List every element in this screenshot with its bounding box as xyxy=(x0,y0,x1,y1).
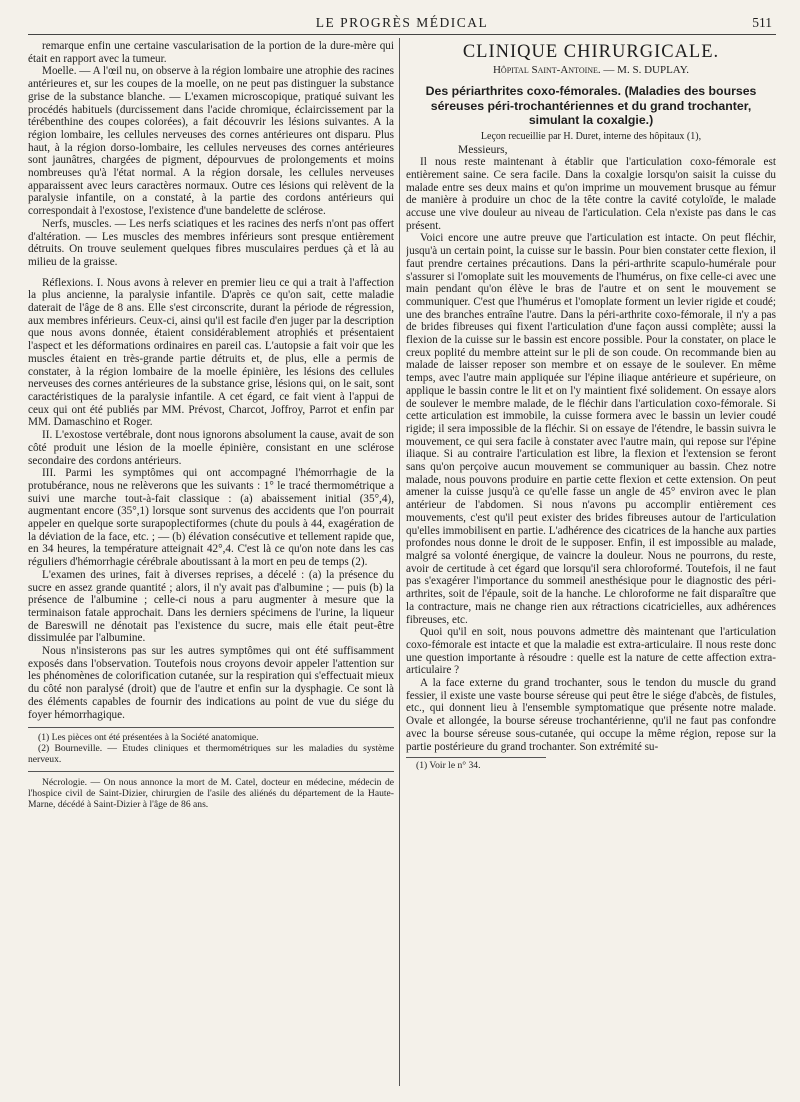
paragraph: Quoi qu'il en soit, nous pouvons admettre dès maintenant que l'articulation coxo-fémorale est intacte et que la maladie est extra-articulaire. Il nous reste donc une question importante à résoudre : quelle est la nature de cette affection extra-articulaire ? xyxy=(406,626,776,677)
paragraph: remarque enfin une certaine vascularisation de la portion de la dure-mère qui était en rapport avec la tumeur. xyxy=(28,40,394,65)
paragraph: Voici encore une autre preuve que l'articulation est intacte. On peut fléchir, jusqu'à un certain point, la cuisse sur le bassin. Pour bien constater cette flexion, il faut prendre certaines précautions. Dans la péri-arthrite scapulo-humérale pour s'assurer si l'omoplate suit les mouvements de l'humérus, on fixe celle-ci avec une main pendant qu'on élève le bras de l'autre et on sent le mouvement se communiquer. C'est que l'humérus et l'omoplate forment un levier rigide et coudé; une des branches entraîne l'autre. Dans la péri-arthrite coxo-fémorale, il n'y a pas de brides fibreuses qui fixent l'articulation d'une façon aussi complète; aussi la flexion de la cuisse sur le bassin est encore possible. Pour la constater, on place le creux poplité du membre atteint sur le pli de son coude. On recommande bien au malade de laisser reposer son membre et on essaye de le soulever. En même temps, avec l'autre main appliquée sur l'épine iliaque antérieure et supérieure, on applique le bassin contre le lit et on l'y maintient fixé solidement. On essaye alors de soulever le membre malade, de le fléchir dans l'articulation coxo-fémorale. Si cette articulation est immobile, la cuisse formera avec le bassin un levier coudé rigide; il sera impossible de la fléchir. Si on essaye de l'étendre, le bassin suivra le mouvement, ce qui sera facile à constater avec l'autre main, qui repose sur l'épine iliaque. Si au contraire l'articulation est libre, la flexion et l'extension se feront sans qu'on perçoive aucun mouvement se communiquer au bassin. Chez notre malade, nous pouvons produire en partie cette flexion et cette extension. On peut amener la cuisse jusqu'à ce qu'elle fasse un angle de 45° environ avec le plan antérieur de l'abdomen. Si nous n'avons pu accomplir entièrement ces mouvements, c'est qu'il peut exister des brides fibreuses autour de l'articulation qu'elles immobilisent en partie. L'adhérence des cicatrices de la hanche aux parties profondes nous donne le droit de le supposer. Enfin, il est impossible au malade, malgré sa volonté énergique, de vaincre la douleur. Nous ne pourrons, du reste, avoir de certitude à cet égard que lorsqu'il sera chloroformé. Toutefois, il ne faut pas s'exagérer l'importance du sommeil anesthésique pour le diagnostic des péri-arthrites, soit de l'épaule, soit de la hanche. Le chloroforme ne fait disparaître que la contracture, mais ne change rien aux rétractions cicatricielles, aux adhérences fibreuses, etc. xyxy=(406,232,776,626)
necrologie-text: Nécrologie. — On nous annonce la mort de M. Catel, docteur en médecine, médecin de l'hospice civil de Saint-Dizier, chirurgien de l'asile des aliénés du département de la Haute-Marne, décédé à Saint-Dizier à l'âge de 86 ans. xyxy=(28,777,394,811)
paragraph: Moelle. — A l'œil nu, on observe à la région lombaire une atrophie des racines antérieures et, sur les coupes de la moelle, on ne peut pas distinguer la substance grise de la substance blanche. — L'examen microscopique, pratiqué suivant les procédés habituels (durcissement dans l'acide chromique, éclaircissement par la térébenthine des coupes colorées), a fait découvrir les lésions suivantes. A la région lombaire, les cellules nerveuses des cornes antérieures ont disparu. Plus haut, à la région dorso-lombaire, les cellules nerveuses des cornes antérieures sont jaunâtres, chargées de pigment, dépourvues de prolongements et moins nombreuses qu'à l'état normal. A la région dorsale, les cellules nerveuses apparaissent avec leurs caractères normaux. Outre ces lésions qui relèvent de la paralysie infantile, on a constaté, à la partie des cordons antérieurs qui correspondait à l'exostose, l'existence d'une bandelette de sclérose. xyxy=(28,65,394,218)
paragraph: A la face externe du grand trochanter, sous le tendon du muscle du grand fessier, il existe une vaste bourse séreuse qui peut être le siége d'abcès, de fistules, etc., qui donnent lieu à l'ensemble symptomatique que présente notre malade. Ovale et allongée, la bourse séreuse trochantérienne, qu'il ne faut pas confondre avec la bourse séreuse sous-cutanée, qui occupe la même région, repose sur la partie postérieure du grand trochanter. Son extrémité su- xyxy=(406,677,776,753)
paragraph: II. L'exostose vertébrale, dont nous ignorons absolument la cause, avait de son côté produit une lésion de la moelle épinière, consistant en une sclérose secondaire des cordons antérieurs. xyxy=(28,429,394,467)
paragraph: Il nous reste maintenant à établir que l'articulation coxo-fémorale est entièrement saine. Ce sera facile. Dans la coxalgie lorsqu'on saisit la cuisse du malade entre ses deux mains et qu'on imprime un mouvement brusque au fémur de manière à produire un choc de la tête contre la cavité cotyloïde, le malade accuse une vive douleur au niveau de l'articulation. Cela n'existe pas dans le cas présent. xyxy=(406,156,776,232)
footnote: (2) Bourneville. — Etudes cliniques et thermométriques sur les maladies du système nerveux. xyxy=(28,743,394,766)
salutation: Messieurs, xyxy=(458,143,508,156)
footnotes xyxy=(28,727,394,765)
journal-page xyxy=(28,12,776,1096)
left-column xyxy=(28,40,394,1096)
necrologie-notice xyxy=(28,771,394,810)
paragraph: L'examen des urines, fait à diverses reprises, a décelé : (a) la présence du sucre en assez grande quantité ; alors, il n'y avait pas d'albumine ; — puis (b) la présence de l'albumine ; celle-ci nous a paru augmenter à mesure que la terminaison fatale approchait. Dans les derniers spécimens de l'urine, la liqueur de Bareswill ne dénotait pas l'existence du sucre, mais elle était peut-être dissimulée par l'albumine. xyxy=(28,568,394,645)
article-title: Des périarthrites coxo-fémorales. (Maladies des bourses séreuses péri-trochantériennes et du grand trochanter, simulant la coxalgie.) xyxy=(425,84,757,127)
section-subtitle: Hôpital Saint-Antoine. — M. S. DUPLAY. xyxy=(492,64,690,76)
section-title: CLINIQUE CHIRURGICALE. xyxy=(462,42,720,62)
byline: Leçon recueillie par H. Duret, interne des hôpitaux (1), xyxy=(480,130,702,142)
right-column xyxy=(406,40,776,1096)
paragraph: Nerfs, muscles. — Les nerfs sciatiques et les racines des nerfs n'ont pas offert d'altération. — Les muscles des membres inférieurs sont presque entièrement détruits. On trouve seulement quelques fibres musculaires perdues çà et là au milieu de la graisse. xyxy=(28,217,394,268)
footnotes xyxy=(406,757,546,771)
paragraph: Nous n'insisterons pas sur les autres symptômes qui ont été suffisamment exposés dans l'observation. Toutefois nous croyons devoir appeler l'attention sur les phénomènes de colorification cutanée, sur la respiration qui s'effectuait mieux du côté non paralysé (droit) que de l'autre et enfin sur la dysphagie. Ce sont là des éléments capables de fournir des indications au point de vue du siége du foyer hémorrhagique. xyxy=(28,645,394,721)
footnote: (1) Les pièces ont été présentées à la Société anatomique. xyxy=(38,732,259,744)
footnote: (1) Voir le n° 34. xyxy=(416,760,481,772)
paragraph: Réflexions. I. Nous avons à relever en premier lieu ce qui a trait à l'affection la plus ancienne, la paralysie infantile. D'après ce qu'on sait, cette maladie daterait de l'âge de 8 ans. Elle s'est circonscrite, durant la période de régression, aux membres inférieurs. Ceux-ci, ainsi qu'il est facile d'en juger par la description que nous avons donnée, étaient considérablement atrophiés et présentaient l'aspect et les déformations ordinaires en pareil cas. L'autopsie a fait voir que les muscles étaient en très-grande partie détruits et, de plus, elle a permis de constater, à la région lombaire de la moelle épinière, les lésions des cellules nerveuses des cornes antérieures de la substance grise, lésions qui, on le sait, sont caractéristiques de la paralysie infantile. A cet égard, ce fait vient à l'appui de ceux qui ont été publiés par MM. Prévost, Charcot, Joffroy, Parrot et enfin par MM. Damaschino et Roger. xyxy=(28,276,394,429)
journal-title: LE PROGRÈS MÉDICAL xyxy=(315,15,489,30)
paragraph: III. Parmi les symptômes qui ont accompagné l'hémorrhagie de la protubérance, nous ne relèverons que les suivants : 1° le tracé thermométrique a suivi une marche tout-à-fait classique : (a) abaissement initial (35°,4), augmentant encore (35°,1) lorsque sont survenus des accidents que l'on pourrait appeler en quelque sorte surapoplectiformes (chute du pouls à 44, exagération de la déviation de la face, etc. ; — (b) élévation consécutive et tellement rapide que, en 34 heures, la température atteignait 42°,4. C'est là ce qu'on note dans les cas réguliers d'hémorrhagie cérébrale aboutissant à la mort en peu de temps (2). xyxy=(28,467,394,569)
page-number: 511 xyxy=(752,15,772,30)
running-header xyxy=(28,12,776,35)
